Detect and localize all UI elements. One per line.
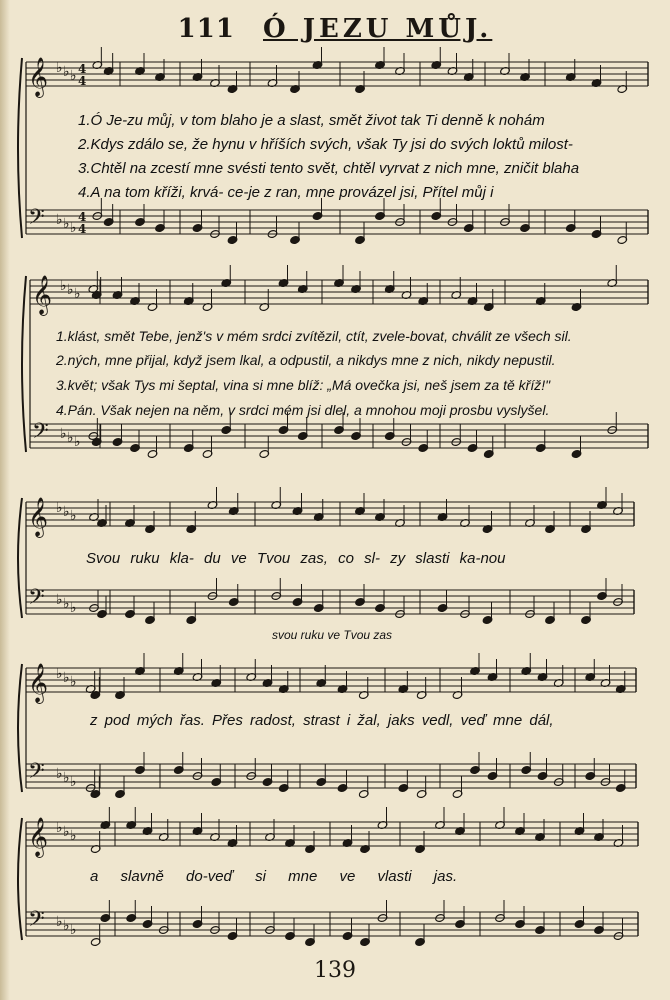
treble-clef: 𝄞 [28,663,49,703]
flat-sign: ♭ [63,770,70,786]
flat-sign: ♭ [70,508,77,524]
flat-sign: ♭ [67,430,74,446]
flat-sign: ♭ [56,212,63,228]
flat-sign: ♭ [63,918,70,934]
flat-sign: ♭ [60,426,67,442]
treble-clef: 𝄞 [32,275,53,315]
treble-clef: 𝄞 [28,497,49,537]
flat-sign: ♭ [60,278,67,294]
system-brace [18,58,22,238]
lyric-s3: Svou ruku kla- du ve Tvou zas, co sl- zy slasti ka-nou [86,550,506,567]
time-signature-bottom: 4 [78,74,87,88]
lyric-s5: a slavně do-veď si mne ve vlasti jas. [90,868,458,885]
system-brace [22,276,26,452]
flat-sign: ♭ [56,914,63,930]
lyric-s2-verse3: 3.květ; však Tys mi šeptal, vina si mne blíž: „Má ovečka jsi, neš jsem za tě kříž!" [56,377,551,393]
bass-clef: 𝄢 [28,759,45,789]
treble-clef: 𝄞 [28,817,49,857]
hymn-name: Ó JEZU MŮJ. [263,14,493,44]
lyric-s4: z pod mých řas. Přes radost, strast i žal, jaks vedl, veď mne dál, [90,712,554,729]
flat-sign: ♭ [63,670,70,686]
lyric-s1-verse4: 4.A na tom kříži, krvá- ce-je z ran, mne provázel jsi, Přítel můj i [78,184,494,201]
time-signature-bottom: 4 [78,222,87,236]
lyric-s1-verse3: 3.Chtěl na zcestí mne svésti tento svět, chtěl vyrvat z nich mne, zničit blaha [78,160,580,177]
system-brace [18,664,22,792]
flat-sign: ♭ [56,820,63,836]
flat-sign: ♭ [70,828,77,844]
flat-sign: ♭ [70,220,77,236]
bass-clef: 𝄢 [32,419,49,449]
lyric-s2-verse2: 2.ných, mne přijal, když jsem lkal, a odpustil, a nikdys mne z nich, nikdy nepustil. [56,352,556,368]
flat-sign: ♭ [74,434,81,450]
hymn-number: 111 [177,14,235,44]
treble-clef: 𝄞 [28,57,49,97]
flat-sign: ♭ [63,64,70,80]
lyric-s1-verse2: 2.Kdys zdálo se, že hynu v hříších svých, však Ty jsi do svých loktů milost- [78,136,573,153]
flat-sign: ♭ [56,500,63,516]
flat-sign: ♭ [70,922,77,938]
flat-sign: ♭ [70,674,77,690]
bass-clef: 𝄢 [28,585,45,615]
lyric-s2-verse4: 4.Pán. Však nejen na něm, v srdci mém jsi dlel, a mnohou moji prosbu vyslyšel. [56,402,550,418]
flat-sign: ♭ [63,824,70,840]
lyric-s3-under-staff: svou ruku ve Tvou zas [272,628,393,642]
flat-sign: ♭ [70,774,77,790]
flat-sign: ♭ [74,286,81,302]
system-brace [18,818,22,940]
flat-sign: ♭ [56,60,63,76]
flat-sign: ♭ [56,666,63,682]
flat-sign: ♭ [63,504,70,520]
bass-clef: 𝄢 [28,907,45,937]
lyric-s2-verse1: 1.klást, smět Tebe, jenž's v mém srdci zvítězil, ctít, zvele-bovat, chválit ze všech sil. [56,328,572,344]
flat-sign: ♭ [70,68,77,84]
bass-clef: 𝄢 [28,205,45,235]
flat-sign: ♭ [67,282,74,298]
flat-sign: ♭ [70,600,77,616]
time-signature-top: 4 [78,62,87,76]
system-brace [18,498,22,618]
flat-sign: ♭ [63,596,70,612]
flat-sign: ♭ [56,592,63,608]
flat-sign: ♭ [56,766,63,782]
page-number: 139 [314,958,356,983]
flat-sign: ♭ [63,216,70,232]
lyric-s1-verse1: 1.Ó Je-zu můj, v tom blaho je a slast, smět život tak Ti denně k nohám [78,112,545,129]
time-signature-top: 4 [78,210,87,224]
